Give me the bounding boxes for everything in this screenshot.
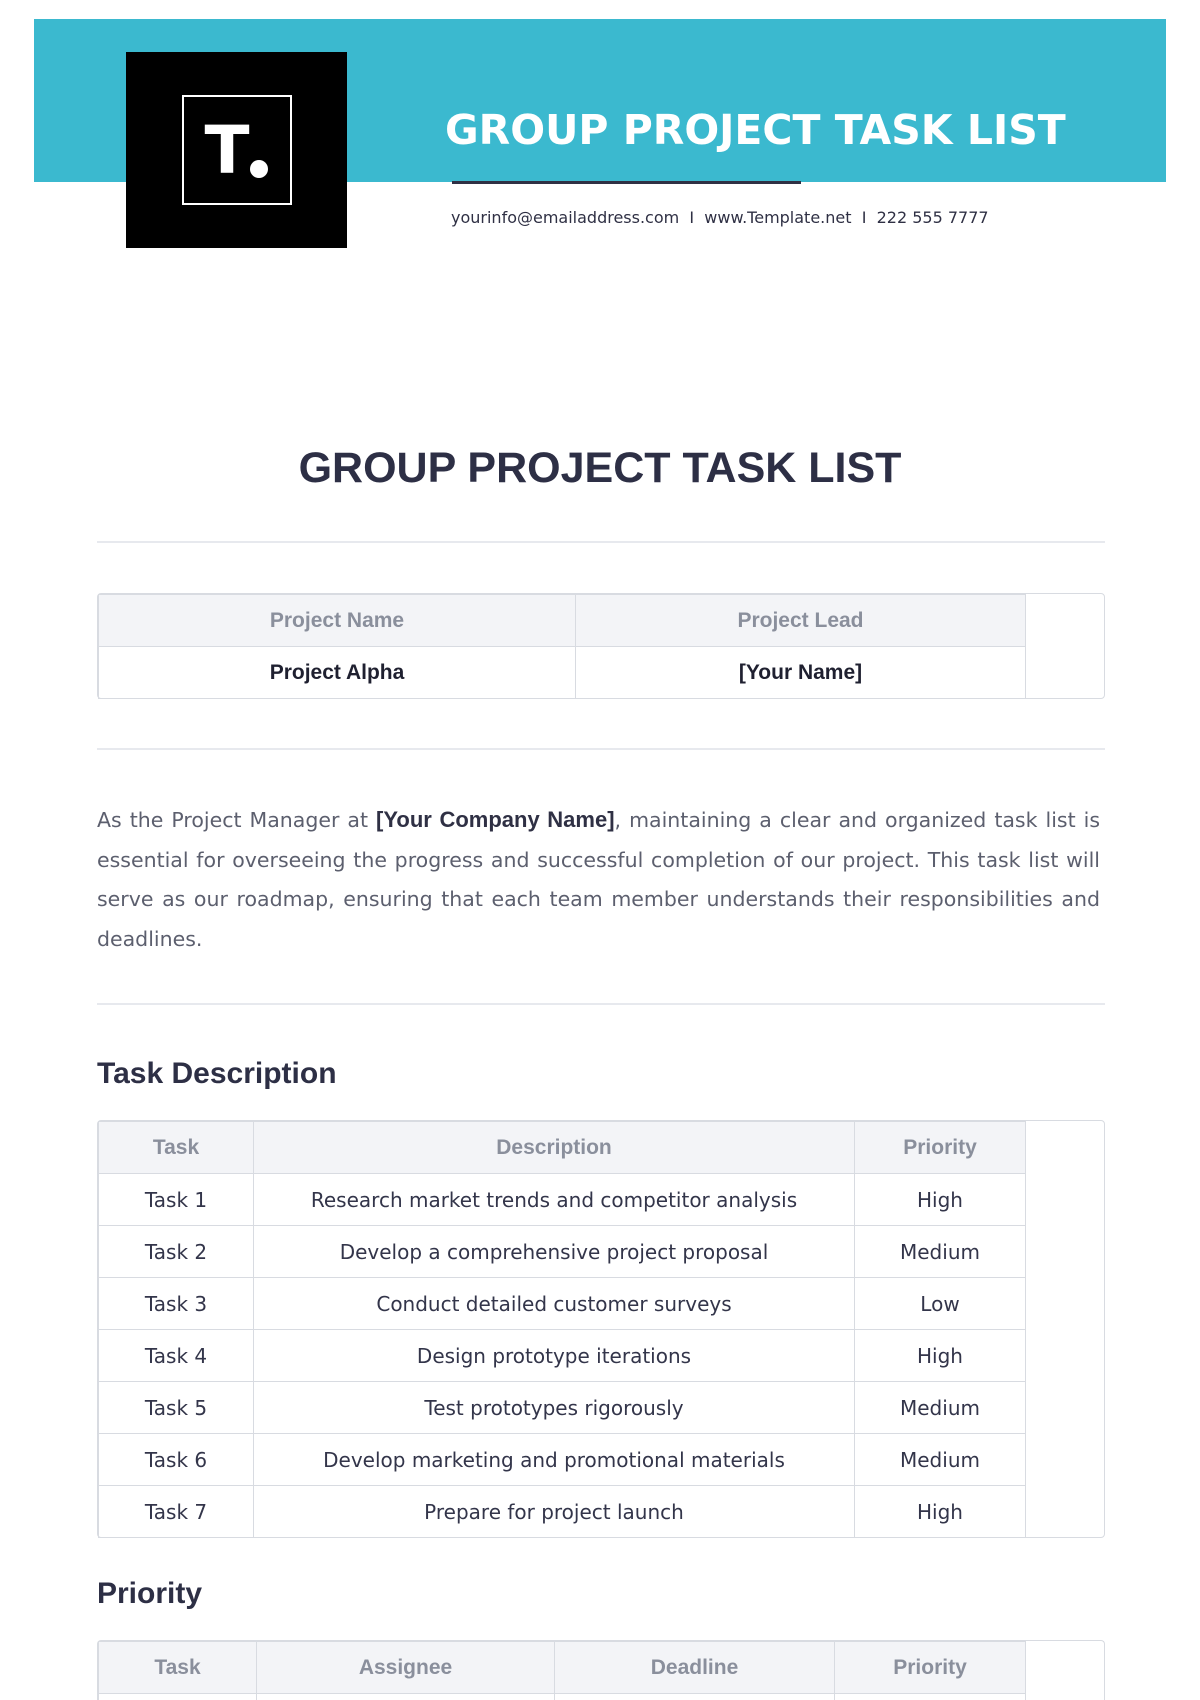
logo-dot — [250, 160, 268, 178]
intro-paragraph — [97, 800, 1100, 959]
logo-frame — [182, 95, 292, 205]
column-header: Task — [99, 1122, 254, 1174]
empty-cell — [257, 1694, 555, 1700]
description-cell: Research market trends and competitor analysis — [254, 1174, 855, 1226]
table-header-row — [99, 1122, 1026, 1174]
description-cell: Develop a comprehensive project proposal — [254, 1226, 855, 1278]
column-header: Project Lead — [576, 595, 1026, 647]
task-cell: Task 5 — [99, 1382, 254, 1434]
table-row — [99, 647, 1026, 699]
table-row — [99, 1486, 1026, 1538]
priority-cell: High — [855, 1330, 1026, 1382]
intro-text: , maintaining a clear and organized task list is essential for overseeing the progress and successful completion of our project. This task list will serve as our roadmap, ensuring that each team member understands their responsibilities and deadlines. — [97, 808, 1100, 951]
table-row — [99, 1226, 1026, 1278]
project-info-table-frame — [97, 593, 1105, 699]
divider — [97, 748, 1105, 750]
empty-cell — [555, 1694, 835, 1700]
description-cell: Prepare for project launch — [254, 1486, 855, 1538]
column-header: Deadline — [555, 1642, 835, 1694]
column-header: Assignee — [257, 1642, 555, 1694]
column-header: Description — [254, 1122, 855, 1174]
task-cell: Task 1 — [99, 1174, 254, 1226]
divider — [97, 541, 1105, 543]
task-cell: Task 2 — [99, 1226, 254, 1278]
project-name-value: Project Alpha — [99, 647, 576, 699]
task-description-table-frame — [97, 1120, 1105, 1538]
description-cell: Design prototype iterations — [254, 1330, 855, 1382]
project-info-table — [98, 594, 1026, 699]
section-heading-task-description: Task Description — [97, 1057, 337, 1090]
description-cell: Test prototypes rigorously — [254, 1382, 855, 1434]
contact-line: yourinfo@emailaddress.com I www.Template.net I 222 555 7777 — [451, 208, 989, 227]
table-row — [99, 1694, 1026, 1700]
banner-title: GROUP PROJECT TASK LIST — [445, 106, 1066, 154]
priority-table-frame — [97, 1640, 1105, 1700]
description-cell: Conduct detailed customer surveys — [254, 1278, 855, 1330]
section-heading-priority: Priority — [97, 1577, 203, 1610]
priority-table — [98, 1641, 1026, 1700]
divider — [97, 1003, 1105, 1005]
table-row — [99, 1278, 1026, 1330]
priority-cell: High — [855, 1174, 1026, 1226]
priority-cell: Medium — [855, 1226, 1026, 1278]
priority-cell: Medium — [855, 1434, 1026, 1486]
task-cell: Task 6 — [99, 1434, 254, 1486]
table-row — [99, 1174, 1026, 1226]
task-description-table — [98, 1121, 1026, 1538]
column-header: Priority — [835, 1642, 1026, 1694]
column-header: Task — [99, 1642, 257, 1694]
table-row — [99, 1330, 1026, 1382]
priority-cell: Low — [855, 1278, 1026, 1330]
document-title: GROUP PROJECT TASK LIST — [298, 444, 902, 492]
description-cell: Develop marketing and promotional materials — [254, 1434, 855, 1486]
table-row — [99, 1434, 1026, 1486]
project-lead-value: [Your Name] — [576, 647, 1026, 699]
table-header-row — [99, 1642, 1026, 1694]
task-cell: Task 3 — [99, 1278, 254, 1330]
column-header: Project Name — [99, 595, 576, 647]
task-cell: Task 4 — [99, 1330, 254, 1382]
priority-cell: Medium — [855, 1382, 1026, 1434]
company-logo — [126, 52, 347, 248]
empty-cell — [835, 1694, 1026, 1700]
intro-text: As the Project Manager at — [97, 808, 377, 832]
table-row — [99, 1382, 1026, 1434]
table-header-row — [99, 595, 1026, 647]
logo-letter: T — [204, 111, 248, 189]
priority-cell: High — [855, 1486, 1026, 1538]
task-cell: Task 7 — [99, 1486, 254, 1538]
empty-cell — [99, 1694, 257, 1700]
banner-underline — [452, 181, 801, 184]
column-header: Priority — [855, 1122, 1026, 1174]
company-name-placeholder: [Your Company Name] — [376, 807, 615, 832]
